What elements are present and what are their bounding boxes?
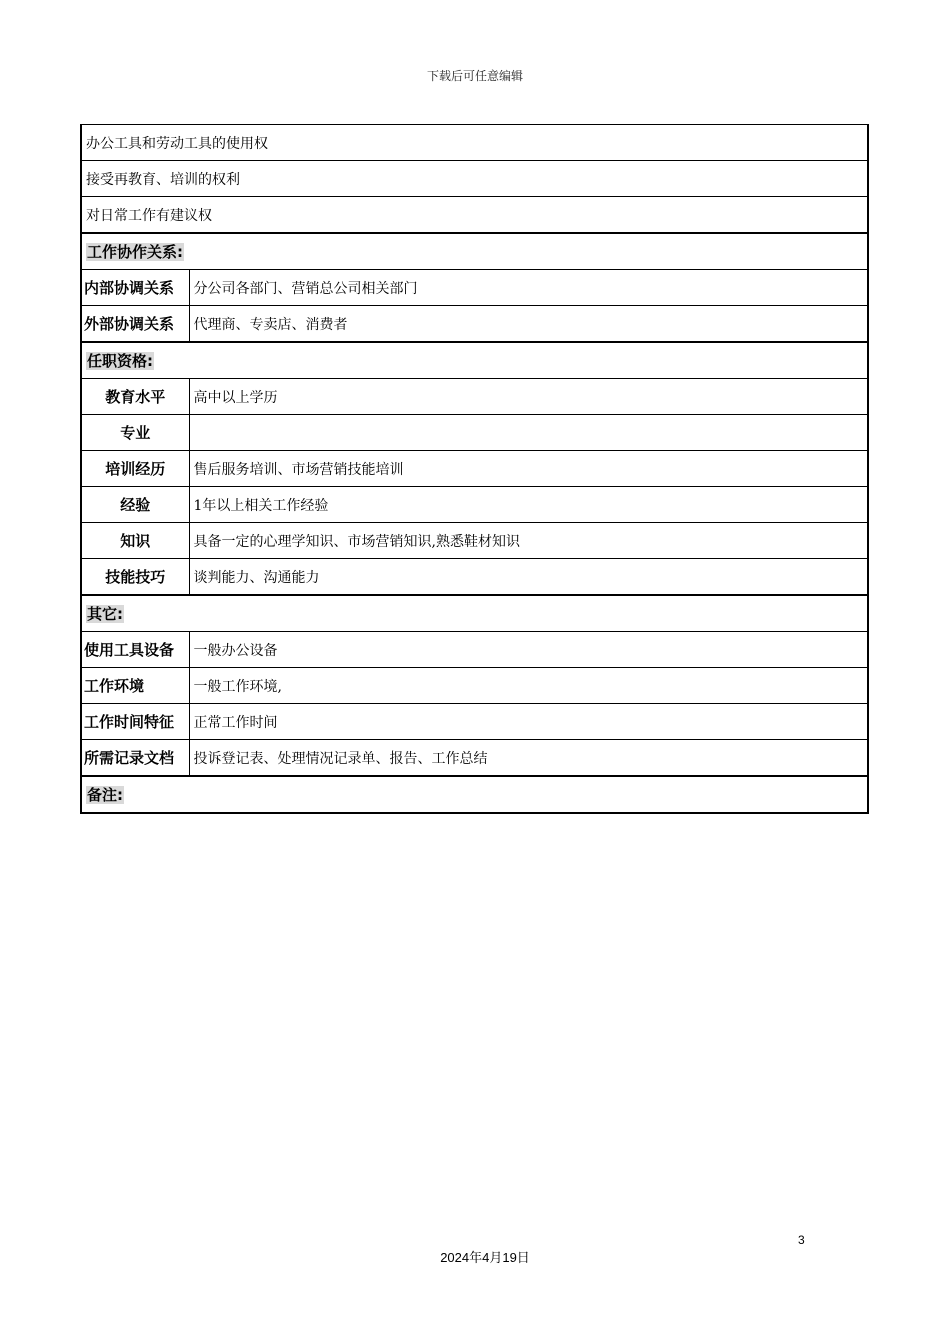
collaboration-row [81, 270, 868, 306]
qualification-row [81, 487, 868, 523]
other-value: 投诉登记表、处理情况记录单、报告、工作总结 [189, 740, 868, 777]
collaboration-section-title: 工作协作关系: [87, 243, 183, 261]
other-row [81, 668, 868, 704]
other-row [81, 632, 868, 668]
collaboration-section-row [81, 233, 868, 270]
qualification-row [81, 523, 868, 559]
qualification-row [81, 379, 868, 415]
footer-date: 2024年4月19日 [440, 1250, 530, 1265]
qualifications-section-title: 任职资格: [87, 352, 153, 370]
collaboration-value: 分公司各部门、营销总公司相关部门 [189, 270, 868, 306]
other-label: 工作环境 [81, 668, 189, 704]
rights-text: 对日常工作有建议权 [81, 197, 868, 234]
other-section-row [81, 595, 868, 632]
rights-text: 接受再教育、培训的权利 [81, 161, 868, 197]
qualification-label: 技能技巧 [81, 559, 189, 596]
qualification-label: 教育水平 [81, 379, 189, 415]
other-label: 所需记录文档 [81, 740, 189, 777]
qualification-value: 1年以上相关工作经验 [189, 487, 868, 523]
qualification-value: 具备一定的心理学知识、市场营销知识,熟悉鞋材知识 [189, 523, 868, 559]
rights-row [81, 125, 868, 161]
remarks-section-row [81, 776, 868, 813]
qualification-row [81, 451, 868, 487]
page-number: 3 [798, 1233, 805, 1247]
qualification-row [81, 559, 868, 596]
qualification-label: 专业 [81, 415, 189, 451]
other-label: 工作时间特征 [81, 704, 189, 740]
rights-row [81, 197, 868, 234]
rights-text: 办公工具和劳动工具的使用权 [81, 125, 868, 161]
other-value: 一般工作环境, [189, 668, 868, 704]
collaboration-label: 外部协调关系 [81, 306, 189, 343]
qualification-value: 售后服务培训、市场营销技能培训 [189, 451, 868, 487]
qualification-value: 谈判能力、沟通能力 [189, 559, 868, 596]
other-value: 正常工作时间 [189, 704, 868, 740]
qualification-row [81, 415, 868, 451]
collaboration-value: 代理商、专卖店、消费者 [189, 306, 868, 343]
qualifications-section-row [81, 342, 868, 379]
qualification-label: 培训经历 [81, 451, 189, 487]
remarks-section-title: 备注: [87, 786, 123, 804]
other-row [81, 740, 868, 777]
job-description-table [80, 124, 869, 814]
collaboration-label: 内部协调关系 [81, 270, 189, 306]
page-header-note: 下载后可任意编辑 [426, 69, 523, 83]
qualification-label: 经验 [81, 487, 189, 523]
collaboration-row [81, 306, 868, 343]
qualification-value: 高中以上学历 [189, 379, 868, 415]
other-section-title: 其它: [87, 605, 123, 623]
other-label: 使用工具设备 [81, 632, 189, 668]
rights-row [81, 161, 868, 197]
qualification-label: 知识 [81, 523, 189, 559]
other-row [81, 704, 868, 740]
other-value: 一般办公设备 [189, 632, 868, 668]
qualification-value [189, 415, 868, 451]
